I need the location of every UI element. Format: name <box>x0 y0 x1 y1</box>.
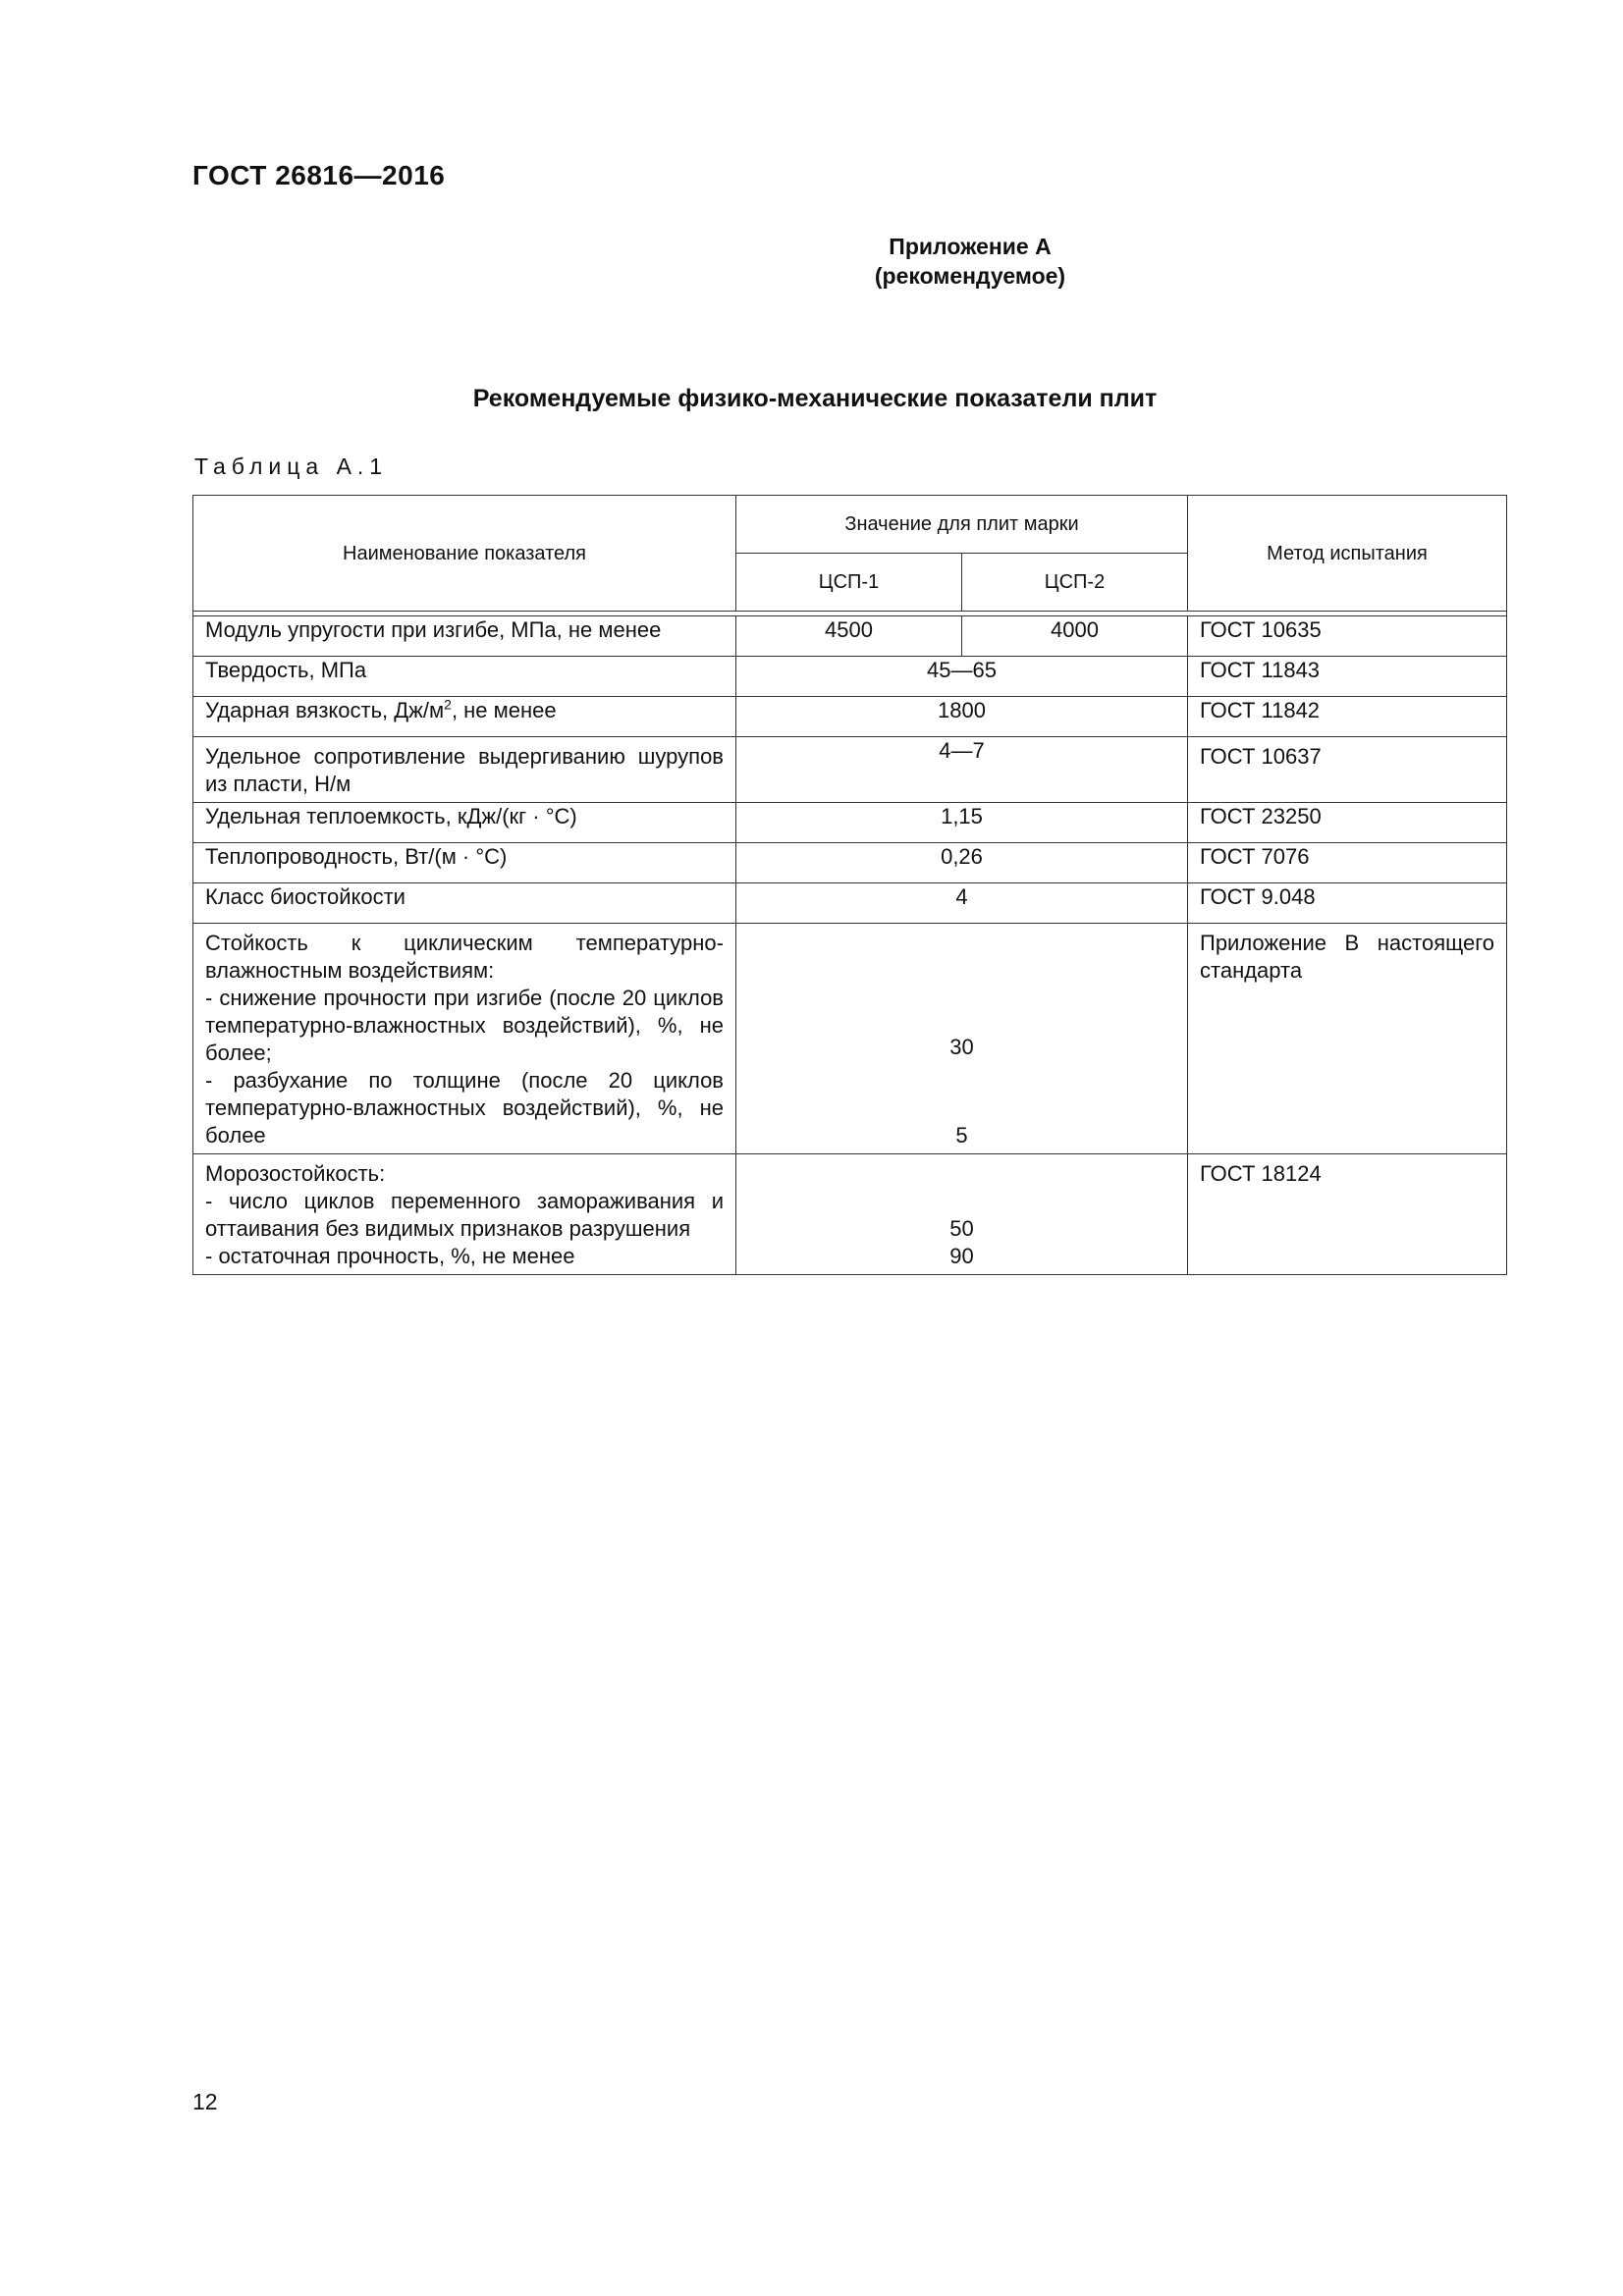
row-method: ГОСТ 18124 <box>1188 1154 1507 1275</box>
table-row <box>193 697 1507 737</box>
header-method: Метод испытания <box>1188 496 1507 612</box>
header-name: Наименование показателя <box>193 496 736 612</box>
row-value-grade-2: 4000 <box>962 616 1188 657</box>
row-value-2: 90 <box>949 1244 974 1268</box>
row-value: 1800 <box>736 697 1188 737</box>
row-name: Теплопроводность, Вт/(м · °С) <box>193 843 736 883</box>
row-value: 4—7 <box>736 737 1188 803</box>
page-number: 12 <box>192 2089 218 2114</box>
row-value-2: 5 <box>955 1123 968 1148</box>
row-method: ГОСТ 9.048 <box>1188 883 1507 924</box>
row-method: ГОСТ 11843 <box>1188 657 1507 697</box>
row-name-part: , не менее <box>451 698 557 722</box>
header-grade-2: ЦСП-2 <box>962 554 1188 612</box>
row-name-part: Ударная вязкость, Дж/м <box>205 698 445 722</box>
row-name-superscript: 2 <box>444 696 452 713</box>
table-caption: Таблица А.1 <box>194 454 389 479</box>
header-values-group: Значение для плит марки <box>736 496 1188 554</box>
row-name-line: - снижение прочности при изгибе (после 20 циклов температурно-влажностных воздействий), %, не более; <box>205 986 724 1065</box>
table-row <box>193 803 1507 843</box>
row-method: ГОСТ 11842 <box>1188 697 1507 737</box>
row-name: Удельная теплоемкость, кДж/(кг · °С) <box>193 803 736 843</box>
document-header: ГОСТ 26816—2016 <box>192 160 446 190</box>
row-value <box>736 1154 1188 1275</box>
row-name-line: - разбухание по толщине (после 20 циклов температурно-влажностных воздействий), %, не более <box>205 1068 724 1148</box>
row-name-line: Стойкость к циклическим температурно-влажностным воздействиям: <box>205 931 724 983</box>
row-method: ГОСТ 10635 <box>1188 616 1507 657</box>
properties-table <box>192 495 1507 1275</box>
row-value <box>736 924 1188 1154</box>
row-value-1: 30 <box>949 1035 974 1059</box>
row-name <box>193 1154 736 1275</box>
table-row <box>193 883 1507 924</box>
appendix-title: Приложение А <box>889 234 1052 259</box>
row-name-line: - остаточная прочность, %, не менее <box>205 1244 575 1268</box>
appendix-subtitle: (рекомендуемое) <box>874 263 1066 289</box>
row-method: ГОСТ 10637 <box>1188 737 1507 803</box>
row-name: Удельное сопротивление выдергиванию шурупов из пласти, Н/м <box>193 737 736 803</box>
row-value-1: 50 <box>949 1216 974 1241</box>
row-name-line: Морозостойкость: <box>205 1161 386 1186</box>
row-value: 45—65 <box>736 657 1188 697</box>
row-value-grade-1: 4500 <box>736 616 962 657</box>
row-value: 4 <box>736 883 1188 924</box>
row-method: ГОСТ 23250 <box>1188 803 1507 843</box>
row-value: 0,26 <box>736 843 1188 883</box>
row-name <box>193 697 736 737</box>
row-name-line: - число циклов переменного замораживания и оттаивания без видимых признаков разрушения <box>205 1189 724 1241</box>
table-row <box>193 1154 1507 1275</box>
row-name: Модуль упругости при изгибе, МПа, не менее <box>193 616 736 657</box>
row-name <box>193 924 736 1154</box>
section-title: Рекомендуемые физико-механические показатели плит <box>472 385 1158 412</box>
table-row <box>193 657 1507 697</box>
table-row <box>193 924 1507 1154</box>
row-name: Класс биостойкости <box>193 883 736 924</box>
row-value: 1,15 <box>736 803 1188 843</box>
row-method: Приложение В настоящего стандарта <box>1188 924 1507 1154</box>
header-grade-1: ЦСП-1 <box>736 554 962 612</box>
row-method: ГОСТ 7076 <box>1188 843 1507 883</box>
row-name: Твердость, МПа <box>193 657 736 697</box>
table-row <box>193 616 1507 657</box>
table-row <box>193 737 1507 803</box>
table-row <box>193 843 1507 883</box>
